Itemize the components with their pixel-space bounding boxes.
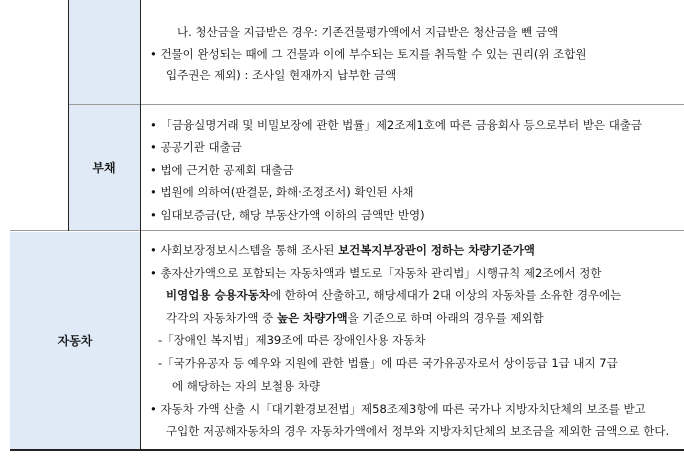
bullet-icon: • (150, 402, 157, 416)
vehicle-sub-item-1: -「장애인 복지법」제39조에 따른 장애인사용 자동차 (158, 333, 426, 347)
bullet-icon: • (150, 266, 157, 280)
vehicle-item-2-line-3: 각각의 자동차가액 중 높은 차량가액을 기준으로 하며 아래의 경우를 제외함 (166, 311, 544, 325)
row-divider-middle (10, 230, 684, 231)
bullet-icon: • (150, 243, 157, 257)
bullet-icon: • (150, 118, 157, 132)
row-divider-top (68, 104, 684, 105)
debt-item-1: • 「금융실명거래 및 비밀보장에 관한 법률」제2조제1호에 따른 금융회사 등으로부터 받은 대출금 (150, 118, 643, 132)
debt-item-4: • 법원에 의하여(판결문, 화해·조정조서) 확인된 사채 (150, 185, 414, 199)
top-line-1: 나. 청산금을 지급받은 경우: 기존건물평가액에서 지급받은 청산금을 뺀 금액 (177, 25, 559, 39)
bullet-icon: • (150, 163, 157, 177)
table-bottom-border (10, 449, 684, 451)
bullet-icon: • (150, 185, 157, 199)
vehicle-category-label: 자동차 (57, 334, 93, 348)
vehicle-item-2-line-1: • 총자산가액으로 포함되는 자동차액과 별도로「자동차 관리법」시행규칙 제2조에서 정한 (150, 266, 602, 280)
top-left-blank (10, 0, 68, 104)
vehicle-sub-item-2-line-1: -「국가유공자 등 예우와 지원에 관한 법률」에 따른 국가유공자로서 상이등급 1급 내지 7급 (158, 356, 618, 370)
top-category-cell (68, 0, 140, 104)
top-line-3: 입주권은 제외) : 조사일 현재까지 납부한 금액 (166, 68, 397, 82)
debt-category-cell (68, 105, 140, 230)
top-line-2: • 건물이 완성되는 때에 그 건물과 이에 부수되는 토지를 취득할 수 있는 권리(위 조합원 (150, 47, 587, 61)
debt-item-3: • 법에 근거한 공제회 대출금 (150, 163, 294, 177)
bullet-icon: • (150, 208, 157, 222)
bullet-icon: • (150, 140, 157, 154)
vehicle-category-cell (10, 232, 140, 449)
debt-category-label: 부채 (92, 161, 116, 175)
content-divider (140, 0, 141, 451)
debt-item-5: • 임대보증금(단, 해당 부동산가액 이하의 금액만 반영) (150, 208, 425, 222)
vehicle-item-2-line-2: 비영업용 승용자동차에 한하여 산출하고, 해당세대가 2대 이상의 자동차를 소유한 경우에는 (166, 288, 622, 302)
vehicle-item-1: • 사회보장정보시스템을 통해 조사된 보건복지부장관이 정하는 차량기준가액 (150, 243, 535, 257)
category-divider (68, 0, 69, 231)
vehicle-sub-item-2-line-2: 에 해당하는 자의 보철용 차량 (172, 379, 320, 393)
vehicle-item-3-line-1: • 자동차 가액 산출 시「대기환경보전법」제58조제3항에 따른 국가나 지방자치단체의 보조를 받고 (150, 402, 646, 416)
debt-item-2: • 공공기관 대출금 (150, 140, 242, 154)
vehicle-item-3-line-2: 구입한 저공해자동차의 경우 자동차가액에서 정부와 지방자치단체의 보조금을 제외한 금액으로 한다. (166, 424, 670, 438)
debt-left-blank (10, 105, 68, 230)
bullet-icon: • (150, 47, 157, 61)
